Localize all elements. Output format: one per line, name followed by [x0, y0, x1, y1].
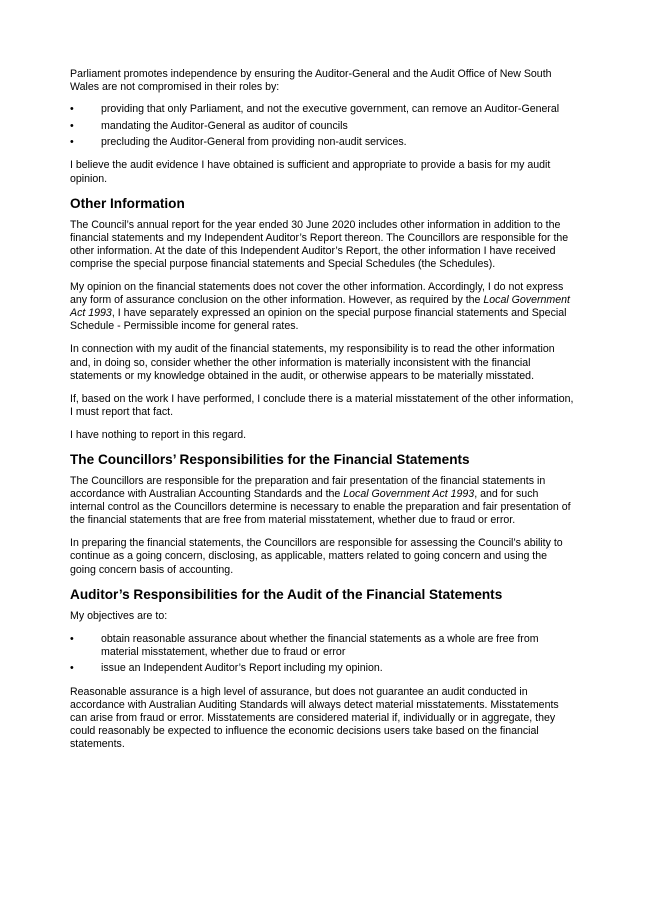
list-item: • issue an Independent Auditor’s Report including my opinion. [70, 662, 383, 675]
paragraph: In connection with my audit of the financial statements, my responsibility is to read the other information and, in doing so, consider whether the other information is materially inconsistent with the financial statements or my knowledge obtained in the audit, or otherwise appears to be materially misstated. [70, 343, 555, 382]
bullet-icon: • [70, 632, 74, 645]
list-item: • mandating the Auditor-General as auditor of councils [70, 119, 348, 132]
paragraph: The Councillors are responsible for the preparation and fair presentation of the financial statements in accordance with Australian Accounting Standards and the Local Government Act 1993, and for such internal control as the Councillors determine is necessary to enable the preparation and fair presentation of the financial statements that are free from material misstatement, whether due to fraud or error. [70, 474, 571, 527]
list-item: • precluding the Auditor-General from providing non-audit services. [70, 136, 407, 149]
document-page [70, 68, 575, 761]
paragraph: My opinion on the financial statements does not cover the other information. Accordingly, I do not express any form of assurance conclusion on the other information. However, as required by the Local Government Act 1993, I have separately expressed an opinion on the special purpose financial statements and Special Schedule - Permissible income for general rates. [70, 281, 570, 333]
intro-paragraph: Parliament promotes independence by ensuring the Auditor-General and the Audit Office of New South Wales are not compromised in their roles by: [70, 68, 552, 94]
paragraph: My objectives are to: [70, 609, 168, 622]
auditor-responsibilities-heading: Auditor’s Responsibilities for the Audit of the Financial Statements [70, 586, 503, 602]
bullet-icon: • [70, 662, 74, 675]
councillors-responsibilities-heading: The Councillors’ Responsibilities for the Financial Statements [70, 451, 470, 467]
list-item: • obtain reasonable assurance about whether the financial statements as a whole are free from material misstatement, whether due to fraud or error [70, 632, 539, 658]
bullet-icon: • [70, 103, 74, 116]
paragraph: In preparing the financial statements, the Councillors are responsible for assessing the Council’s ability to continue as a going concern, disclosing, as applicable, matters related to going concern and using the going concern basis of accounting. [70, 537, 563, 576]
bullet-icon: • [70, 119, 74, 132]
list-item: • providing that only Parliament, and not the executive government, can remove an Auditor-General [70, 103, 560, 116]
other-information-heading: Other Information [70, 195, 185, 211]
paragraph: The Council’s annual report for the year ended 30 June 2020 includes other information in addition to the financial statements and my Independent Auditor’s Report thereon. The Councillors are responsible for the other information. At the date of this Independent Auditor’s Report, the other information I have received comprise the special purpose financial statements and Special Schedules (the Schedules). [70, 218, 569, 270]
objectives-list [70, 633, 575, 676]
paragraph: I have nothing to report in this regard. [70, 428, 247, 441]
paragraph: If, based on the work I have performed, I conclude there is a material misstatement of the other information, I must report that fact. [70, 392, 574, 418]
paragraph: Reasonable assurance is a high level of assurance, but does not guarantee an audit conducted in accordance with Australian Auditing Standards will always detect material misstatements. Misstatements can arise from fraud or error. Misstatements are considered material if, individually or in aggregate, they could reasonably be expected to influence the economic decisions users take based on the financial statements. [70, 685, 559, 750]
bullet-icon: • [70, 136, 74, 149]
independence-list [70, 103, 575, 149]
audit-evidence-paragraph: I believe the audit evidence I have obtained is sufficient and appropriate to provide a basis for my audit opinion. [70, 159, 551, 185]
